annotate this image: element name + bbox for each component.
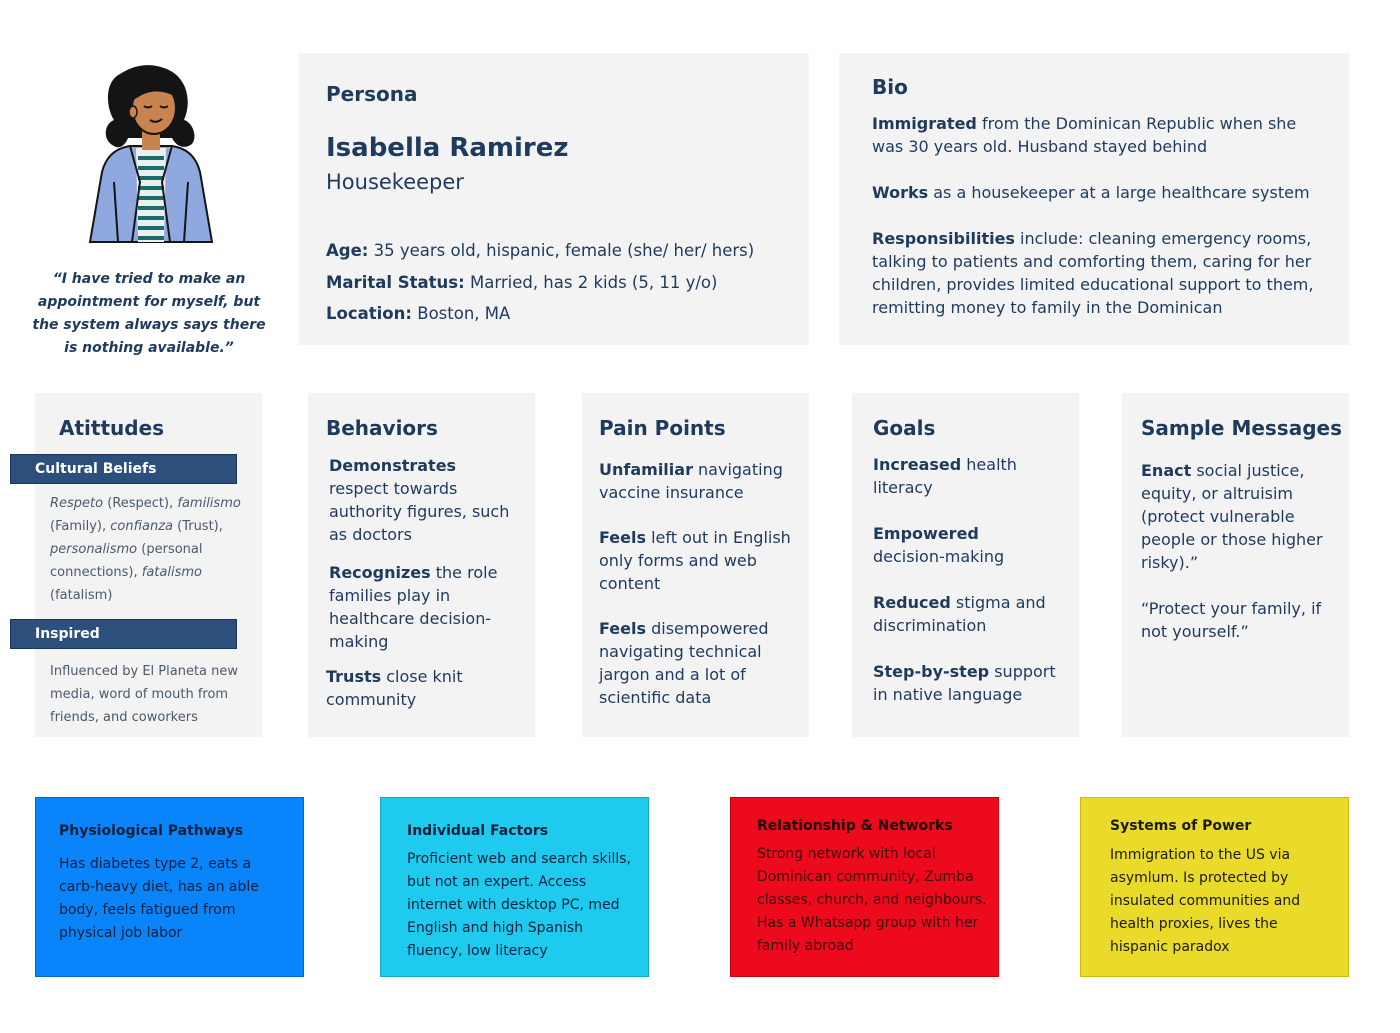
factor-title: Relationship & Networks	[757, 818, 953, 834]
factor-title: Physiological Pathways	[59, 823, 244, 839]
pain-point-item: Feels left out in English only forms and web content	[599, 528, 791, 593]
pain-point-item: Feels disempowered navigating technical jargon and a lot of scientific data	[599, 619, 769, 707]
factor-body: Immigration to the US via asymlum. Is protected by insulated communities and health proxies, lives the hispanic paradox	[1110, 847, 1301, 955]
goal-item: Increased health literacy	[873, 455, 1017, 497]
cultural-beliefs-text: Respeto (Respect), familismo (Family), confianza (Trust), personalismo (personal connections), fatalismo (fatalism)	[50, 496, 241, 603]
bio-card	[839, 53, 1349, 345]
inspired-tag: Inspired	[10, 619, 237, 649]
factor-body: Has diabetes type 2, eats a carb-heavy diet, has an able body, feels fatigued from physical job labor	[59, 856, 259, 941]
persona-name: Isabella Ramirez	[326, 133, 569, 163]
behaviors-title: Behaviors	[326, 416, 438, 440]
bio-responsibilities: Responsibilities include: cleaning emergency rooms, talking to patients and comforting them, caring for her children, provides limited educational support to them, remitting money to family in the Dominican	[872, 229, 1314, 317]
persona-section-label: Persona	[326, 82, 418, 106]
factor-body: Strong network with local Dominican community, Zumba classes, church, and neighbours. Has a Whatsapp group with her family abroad	[757, 846, 987, 954]
physiological-pathways-box	[35, 797, 304, 977]
bio-title: Bio	[872, 75, 908, 99]
behavior-item: Demonstrates respect towards authority figures, such as doctors	[329, 456, 510, 544]
goals-title: Goals	[873, 416, 936, 440]
goal-item: Reduced stigma and discrimination	[873, 593, 1046, 635]
bio-works: Works as a housekeeper at a large healthcare system	[872, 183, 1310, 202]
goals-card	[852, 393, 1079, 737]
inspired-text: Influenced by El Planeta new media, word of mouth from friends, and coworkers	[50, 664, 239, 725]
factor-title: Individual Factors	[407, 823, 549, 839]
goal-item: Empowered decision-making	[873, 524, 1005, 566]
sample-messages-title: Sample Messages	[1141, 416, 1342, 440]
persona-quote: “I have tried to make an appointment for myself, but the system always says there is nothing available.”	[32, 271, 266, 356]
attitudes-title: Atittudes	[59, 416, 165, 440]
behavior-item: Recognizes the role families play in healthcare decision-making	[329, 563, 498, 651]
relationship-networks-box	[730, 797, 999, 977]
goal-item: Step-by-step support in native language	[873, 662, 1056, 704]
behaviors-card	[308, 393, 535, 737]
pain-points-card	[582, 393, 809, 737]
pain-points-title: Pain Points	[599, 416, 726, 440]
message-item: “Protect your family, if not yourself.”	[1141, 599, 1322, 641]
behavior-item: Trusts close knit community	[326, 667, 463, 709]
message-item: Enact social justice, equity, or altruisim (protect vulnerable people or those higher risky).”	[1141, 461, 1323, 572]
persona-avatar-image	[84, 62, 216, 248]
persona-card	[299, 53, 809, 345]
systems-of-power-box	[1080, 797, 1349, 977]
bio-immigrated: Immigrated from the Dominican Republic when she was 30 years old. Husband stayed behind	[872, 114, 1297, 156]
factor-body: Proficient web and search skills, but not an expert. Access internet with desktop PC, med English and high Spanish fluency, low literacy	[407, 851, 631, 959]
persona-role: Housekeeper	[326, 170, 464, 194]
attitudes-card	[35, 393, 262, 737]
persona-location: Location: Boston, MA	[326, 304, 511, 323]
pain-point-item: Unfamiliar navigating vaccine insurance	[599, 460, 783, 502]
cultural-beliefs-tag: Cultural Beliefs	[10, 454, 237, 484]
individual-factors-box	[380, 797, 649, 977]
persona-marital-status: Marital Status: Married, has 2 kids (5, 11 y/o)	[326, 273, 718, 292]
sample-messages-card	[1122, 393, 1349, 737]
factor-title: Systems of Power	[1110, 818, 1252, 834]
persona-age: Age: 35 years old, hispanic, female (she/ her/ hers)	[326, 241, 755, 260]
